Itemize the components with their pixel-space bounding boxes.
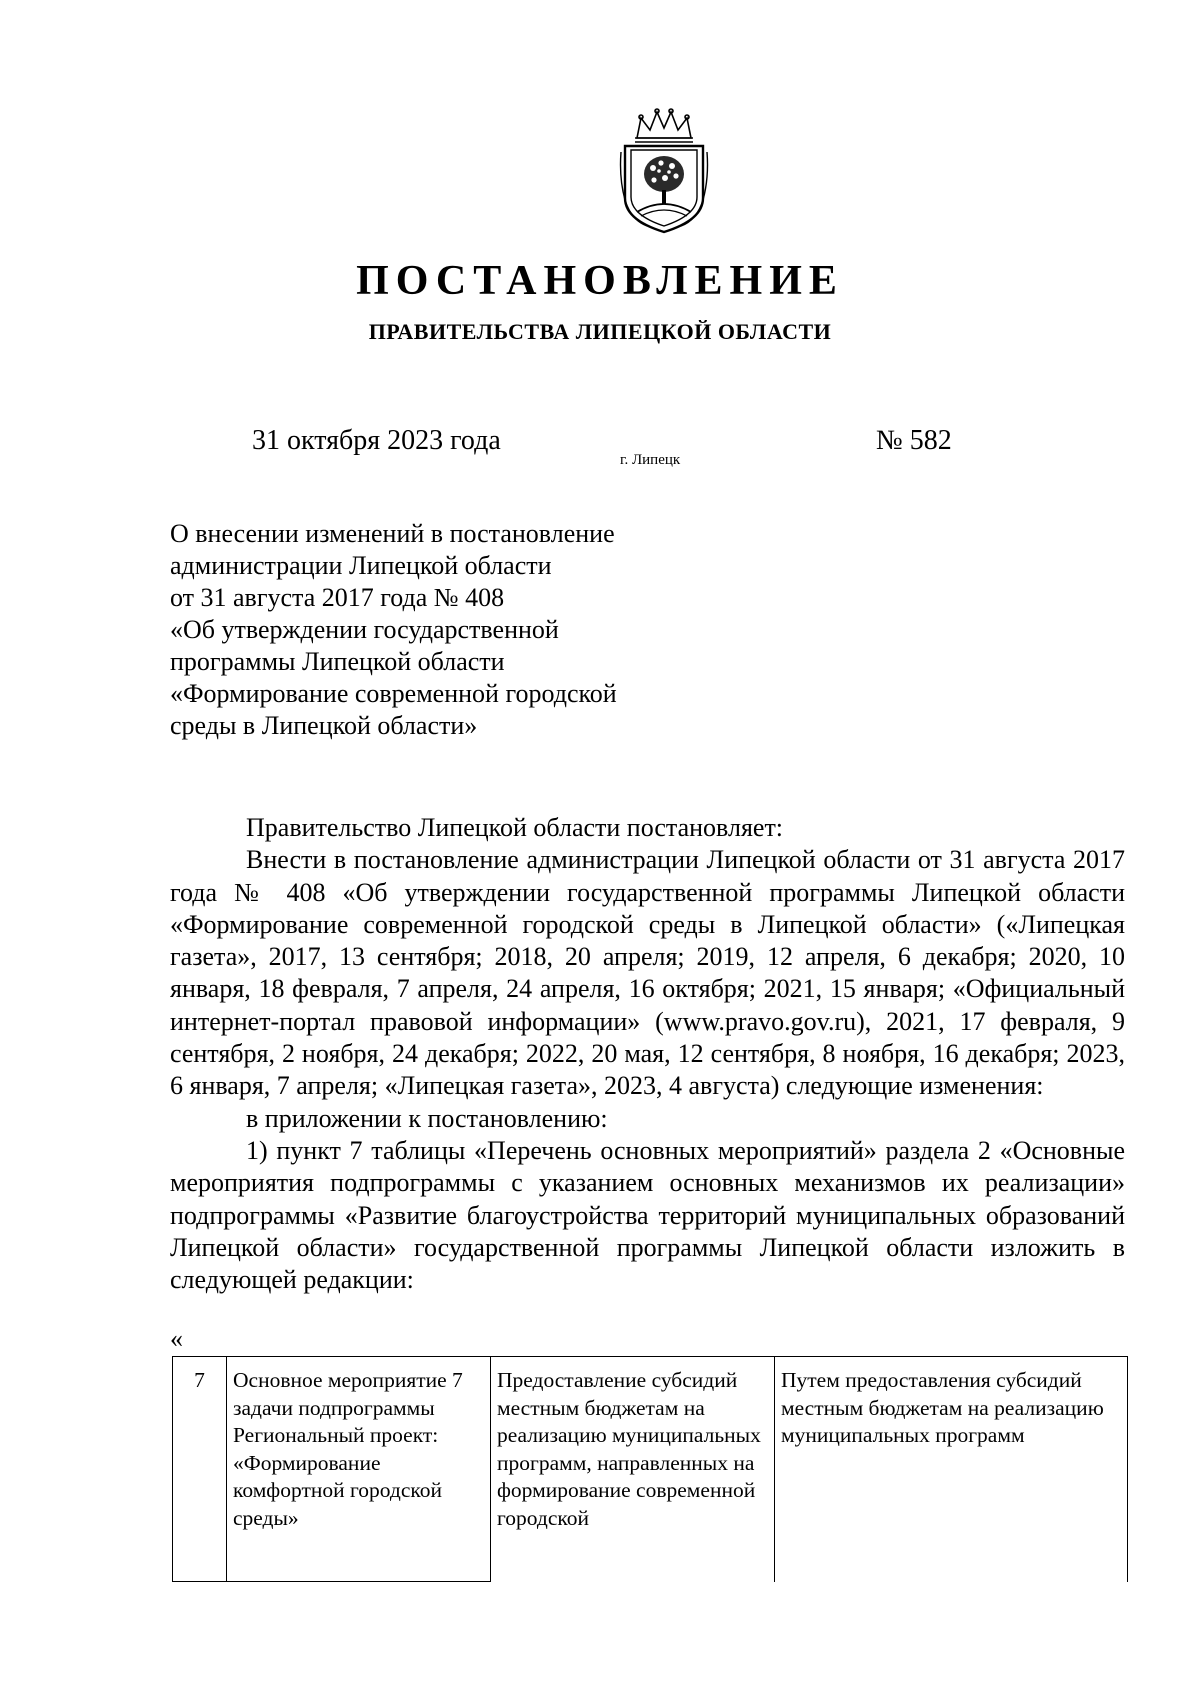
lipetsk-region-coat-of-arms-icon [617,108,711,236]
table-cell-mechanism: Путем предоставления субсидий местным бюджетам на реализацию муниципальных программ [775,1357,1128,1582]
table-cell-number: 7 [173,1357,227,1582]
opening-quote-mark: « [170,1324,183,1353]
body-paragraph: Правительство Липецкой области постановляет: [246,813,784,842]
document-type-title: ПОСТАНОВЛЕНИЕ [356,258,844,304]
subject-line: «Формирование современной городской [170,679,617,708]
subject-line: среды в Липецкой области» [170,711,478,740]
subject-line: программы Липецкой области [170,647,505,676]
body-paragraph: в приложении к постановлению: [246,1103,608,1133]
table-cell-measure: Основное мероприятие 7 задачи подпрограммы Региональный проект: «Формирование комфортной городской среды» [227,1357,491,1582]
subject-line: от 31 августа 2017 года № 408 [170,583,505,612]
document-number: № 582 [876,425,952,456]
document-date: 31 октября 2023 года [252,425,501,456]
subject-line: О внесении изменений в постановление [170,519,615,548]
table-row [173,1357,1128,1582]
document-body [170,812,1125,1296]
document-issuer: ПРАВИТЕЛЬСТВА ЛИПЕЦКОЙ ОБЛАСТИ [368,319,832,344]
document-city: г. Липецк [620,452,681,468]
measures-table [172,1356,1128,1582]
document-subject [170,518,710,742]
body-paragraph: 1) пункт 7 таблицы «Перечень основных мероприятий» раздела 2 «Основные мероприятия подпрограммы с указанием основных механизмов их реализации» подпрограммы «Развитие благоустройства территорий муниципальных образований Липецкой области» государственной программы Липецкой области изложить в следующей редакции: [170,1135,1125,1295]
subject-line: «Об утверждении государственной [170,615,559,644]
body-paragraph: Внести в постановление администрации Липецкой области от 31 августа 2017 года № 408 «Об утверждении государственной программы Липецкой области «Формирование современной городской среды в Липецкой области» («Липецкая газета», 2017, 13 сентября; 2018, 20 апреля; 2019, 12 апреля, 6 декабря; 2020, 10 января, 18 февраля, 7 апреля, 24 апреля, 16 октября; 2021, 15 января; «Официальный интернет-портал правовой информации» (www.pravo.gov.ru), 2021, 17 февраля, 9 сентября, 2 ноября, 24 декабря; 2022, 20 мая, 12 сентября, 8 ноября, 16 декабря; 2023, 6 января, 7 апреля; «Липецкая газета», 2023, 4 августа) следующие изменения: [170,845,1125,1101]
table-cell-description: Предоставление субсидий местным бюджетам на реализацию муниципальных программ, направленных на формирование современной городской [491,1357,775,1582]
subject-line: администрации Липецкой области [170,551,552,580]
